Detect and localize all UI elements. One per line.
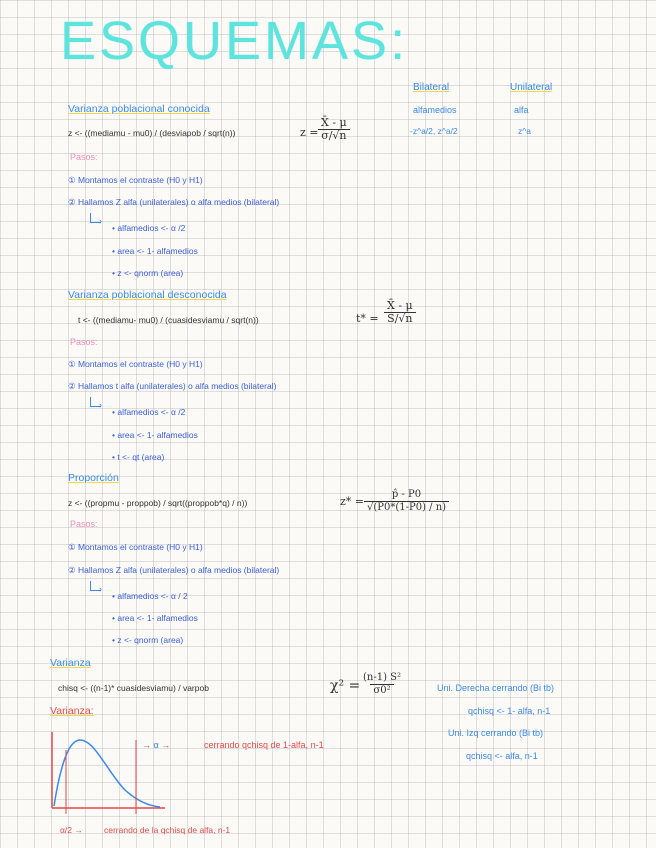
- table-col2-row1: alfa: [514, 105, 529, 115]
- section-heading-variance: Varianza: [50, 657, 91, 669]
- note-uni-left-code: qchisq <- alfa, n-1: [466, 751, 538, 761]
- step-1: ① Montamos el contraste (H0 y H1): [68, 175, 203, 185]
- formula-lhs: z =: [300, 126, 319, 139]
- formula-lhs: t* =: [356, 312, 379, 325]
- formula-t: [384, 300, 416, 325]
- bullet-3: • z <- qnorm (area): [112, 635, 184, 645]
- step-2: ② Hallamos t alfa (unilaterales) o alfa medios (bilateral): [68, 381, 277, 391]
- step-1: ① Montamos el contraste (H0 y H1): [68, 359, 203, 369]
- formula-denominator: √(P0*(1-P0) / n): [364, 501, 449, 514]
- note-uni-right-code: qchisq <- 1- alfa, n-1: [468, 706, 551, 716]
- formula-z: [318, 117, 350, 142]
- formula-lhs: χ² =: [330, 678, 361, 694]
- table-col1-row2: -z^a/2, z^a/2: [410, 126, 458, 136]
- table-col2-head: Unilateral: [510, 82, 553, 93]
- graph-note-bottom: cerrando de la qchisq de alfa, n-1: [104, 825, 231, 835]
- page-title: ESQUEMAS:: [60, 11, 409, 71]
- formula-numerator: (n-1) S²: [363, 672, 402, 683]
- note-uni-left: Uni. Izq cerrando (Bi tb): [448, 728, 544, 738]
- arrow-bottom-icon: α/2 →: [60, 825, 83, 835]
- section-heading-unknown-variance: Varianza poblacional desconocida: [68, 289, 227, 301]
- bullet-3: • t <- qt (area): [112, 452, 165, 462]
- code-line-t: t <- ((mediamu- mu0) / (cuasidesviamu / sqrt(n)): [78, 315, 259, 325]
- density-curve: [54, 740, 160, 807]
- arrow-head-icon: ›: [99, 584, 102, 594]
- formula-numerator: X̄ - μ: [321, 116, 347, 129]
- formula-lhs: z* =: [340, 495, 365, 508]
- step-2: ② Hallamos Z alfa (unilaterales) o alfa medios (bilateral): [68, 565, 280, 575]
- formula-denominator: σ0²: [370, 684, 393, 697]
- code-line-prop: z <- ((propmu - proppob) / sqrt((proppob*q) / n)): [68, 498, 248, 508]
- table-col1-head: Bilateral: [413, 82, 450, 93]
- step-1: ① Montamos el contraste (H0 y H1): [68, 542, 203, 552]
- formula-denominator: S/√n: [384, 312, 415, 325]
- formula-chisq: [360, 672, 404, 697]
- section-heading-proportion: Proporción: [68, 472, 119, 484]
- graph-note-right: cerrando qchisq de 1-alfa, n-1: [204, 740, 324, 750]
- table-col2-row2: z^a: [518, 126, 531, 136]
- formula-numerator: X̄ - μ: [387, 299, 413, 312]
- bullet-2: • area <- 1- alfamedios: [112, 246, 198, 256]
- section-heading-known-variance: Varianza poblacional conocida: [68, 103, 210, 115]
- code-line-chisq: chisq <- ((n-1)* cuasidesviamu) / varpob: [58, 683, 209, 693]
- bullet-3: • z <- qnorm (area): [112, 268, 184, 278]
- bullet-1: • alfamedios <- α /2: [112, 223, 186, 233]
- step-2: ② Hallamos Z alfa (unilaterales) o alfa medios (bilateral): [68, 197, 280, 207]
- pasos-label: Pasos:: [70, 152, 98, 162]
- arrow-head-icon: ›: [99, 400, 102, 410]
- bullet-1: • alfamedios <- α / 2: [112, 591, 188, 601]
- bullet-2: • area <- 1- alfamedios: [112, 613, 198, 623]
- bullet-2: • area <- 1- alfamedios: [112, 430, 198, 440]
- arrow-head-icon: ›: [99, 216, 102, 226]
- table-col1-row1: alfamedios: [413, 105, 457, 115]
- note-uni-right: Uni. Derecha cerrando (Bi tb): [437, 683, 555, 693]
- variance-red-heading: Varianza:: [50, 705, 94, 717]
- bullet-1: • alfamedios <- α /2: [112, 407, 186, 417]
- formula-prop: [364, 489, 449, 514]
- formula-denominator: σ/√n: [318, 129, 349, 142]
- code-line-z: z <- ((mediamu - mu0) / (desviapob / sqrt(n)): [68, 128, 236, 138]
- pasos-label: Pasos:: [70, 337, 98, 347]
- formula-numerator: p̂ - P0: [391, 489, 422, 500]
- pasos-label: Pasos:: [70, 519, 98, 529]
- arrow-right-icon: → α →: [142, 740, 171, 750]
